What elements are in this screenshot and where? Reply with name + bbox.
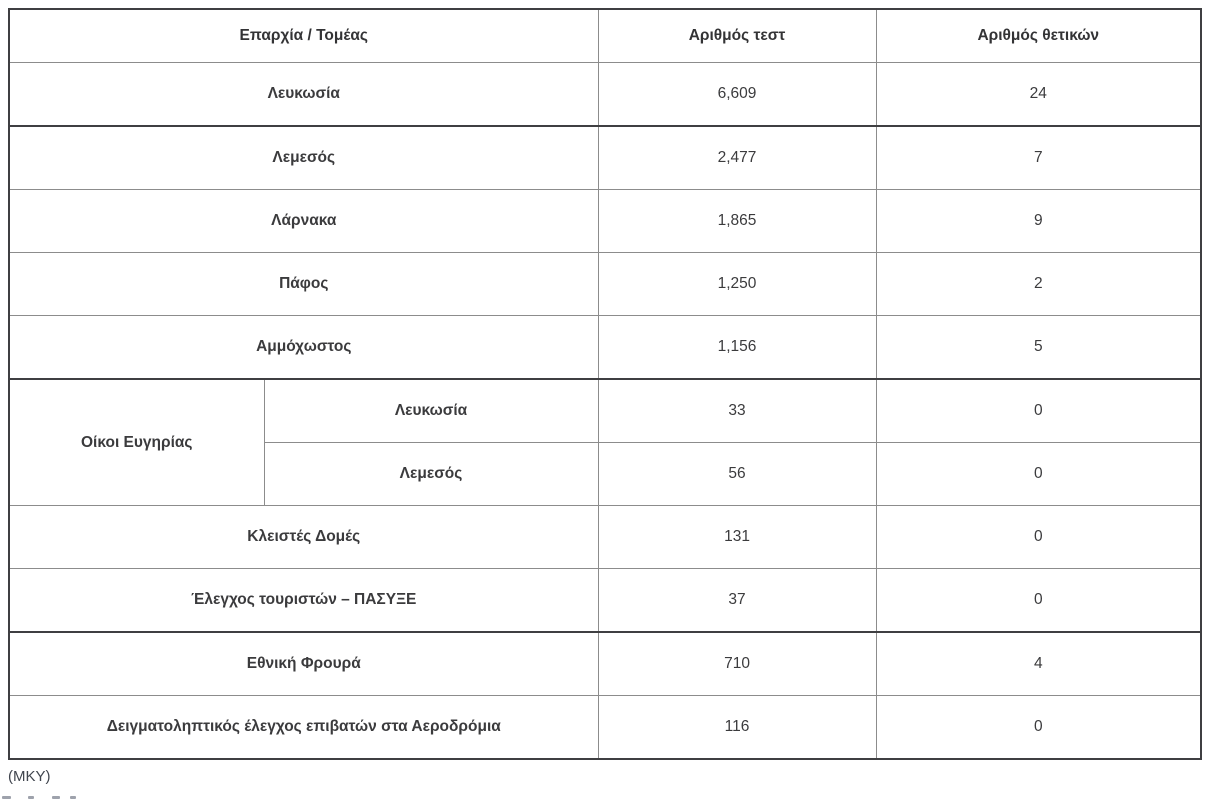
table-row	[9, 253, 1201, 316]
region-cell: Αμμόχωστος	[9, 316, 598, 380]
positives-cell: 0	[876, 443, 1201, 506]
tests-cell: 131	[598, 506, 876, 569]
table-row	[9, 63, 1201, 127]
header-cell-tests: Αριθμός τεστ	[598, 9, 876, 63]
tests-by-district-table	[8, 8, 1202, 760]
table-row	[9, 696, 1201, 760]
region-cell: Πάφος	[9, 253, 598, 316]
region-cell: Λάρνακα	[9, 190, 598, 253]
positives-cell: 0	[876, 379, 1201, 443]
tests-cell: 33	[598, 379, 876, 443]
tests-cell: 710	[598, 632, 876, 696]
header-row	[9, 9, 1201, 63]
region-cell: Κλειστές Δομές	[9, 506, 598, 569]
header-cell-region: Επαρχία / Τομέας	[9, 9, 598, 63]
positives-cell: 0	[876, 506, 1201, 569]
region-cell: Εθνική Φρουρά	[9, 632, 598, 696]
region-cell: Λευκωσία	[9, 63, 598, 127]
positives-cell: 5	[876, 316, 1201, 380]
subregion-cell: Λεμεσός	[264, 443, 598, 506]
region-cell: Έλεγχος τουριστών – ΠΑΣΥΞΕ	[9, 569, 598, 633]
tests-cell: 1,156	[598, 316, 876, 380]
tests-cell: 1,865	[598, 190, 876, 253]
clipped-partial-content	[0, 794, 120, 800]
header-cell-positives: Αριθμός θετικών	[876, 9, 1201, 63]
region-cell: Δειγματοληπτικός έλεγχος επιβατών στα Αεροδρόμια	[9, 696, 598, 760]
table-row	[9, 569, 1201, 633]
table-row	[9, 379, 1201, 443]
table-row	[9, 632, 1201, 696]
subregion-cell: Λευκωσία	[264, 379, 598, 443]
positives-cell: 9	[876, 190, 1201, 253]
positives-cell: 2	[876, 253, 1201, 316]
positives-cell: 0	[876, 696, 1201, 760]
table-row	[9, 126, 1201, 190]
tests-cell: 116	[598, 696, 876, 760]
region-cell: Λεμεσός	[9, 126, 598, 190]
footer-note: (ΜΚΥ)	[8, 768, 51, 785]
tests-cell: 56	[598, 443, 876, 506]
table-row	[9, 190, 1201, 253]
tests-cell: 6,609	[598, 63, 876, 127]
positives-cell: 7	[876, 126, 1201, 190]
group-cell: Οίκοι Ευγηρίας	[9, 379, 264, 506]
tests-cell: 37	[598, 569, 876, 633]
tests-cell: 1,250	[598, 253, 876, 316]
tests-cell: 2,477	[598, 126, 876, 190]
table-row	[9, 506, 1201, 569]
positives-cell: 4	[876, 632, 1201, 696]
positives-cell: 24	[876, 63, 1201, 127]
table-row	[9, 316, 1201, 380]
positives-cell: 0	[876, 569, 1201, 633]
